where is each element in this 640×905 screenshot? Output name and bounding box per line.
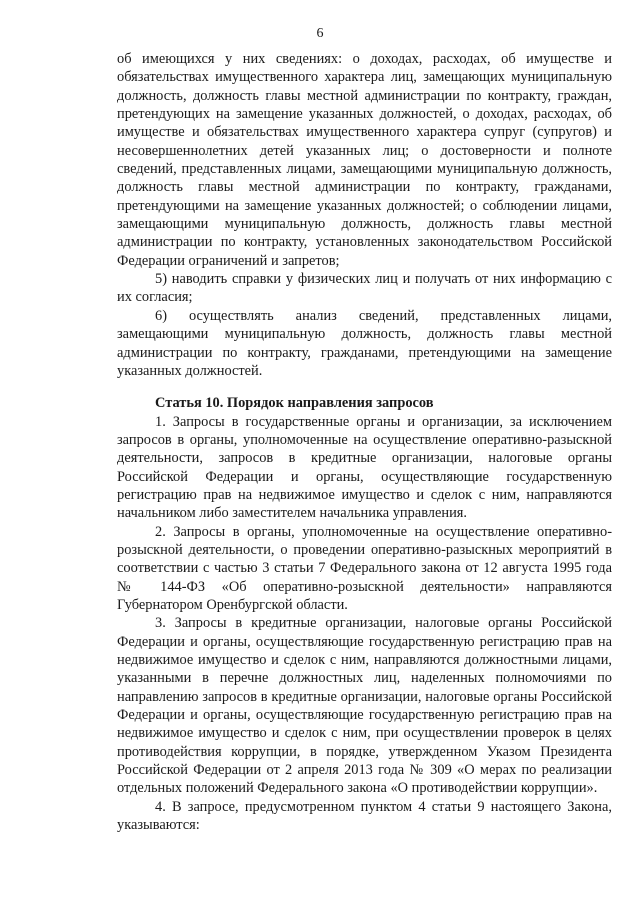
article-paragraph-4: 4. В запросе, предусмотренном пунктом 4 статьи 9 настоящего Закона, указываются: (117, 798, 612, 834)
page-number: 6 (316, 26, 324, 41)
list-item-6: 6) осуществлять анализ сведений, представленных лицами, замещающими муниципальную должность, должность главы местной администрации по контракту, гражданами, претендующими на замещение указанных должностей. (117, 307, 612, 379)
list-item-5: 5) наводить справки у физических лиц и получать от них информацию с их согласия; (117, 271, 612, 306)
article-paragraph-3: 3. Запросы в кредитные организации, налоговые органы Российской Федерации и органы, осуществляющие государственную регистрацию прав на недвижимое имущество и сделок с ним, направляются должностными лицами, указанными в перечне должностных лиц, наделенных полномочиями по направлению запросов в кредитные организации, налоговые органы Российской Федерации и органы, осуществляющие государственную регистрацию прав на недвижимое имущество и сделок с ним, при осуществлении проверок в целях противодействия коррупции, в порядке, утвержденном Указом Президента Российской Федерации от 2 апреля 2013 года № 309 «О мерах по реализации отдельных положений Федерального закона «О противодействии коррупции». (117, 615, 612, 797)
article-heading: Статья 10. Порядок направления запросов (155, 395, 434, 412)
continuation-paragraph: об имеющихся у них сведениях: о доходах, расходах, об имуществе и обязательствах имущественного характера лиц, замещающих муниципальную должность, должность главы местной администрации по контракту, граждан, претендующих на замещение указанных должностей, о доходах, расходах, об имуществе и обязательствах имущественного характера супруг (супругов) и несовершеннолетних детей указанных лиц; о достоверности и полноте сведений, представленных лицами, замещающими муниципальную должность, должность главы местной администрации по контракту, гражданами, претендующими на замещение указанных должностей; о соблюдении лицами, замещающими муниципальную должность, должность главы местной администрации по контракту, установленных законодательством Российской Федерации ограничений и запретов; (117, 51, 612, 269)
document-body (117, 50, 612, 834)
article-paragraph-1: 1. Запросы в государственные органы и организации, за исключением запросов в органы, уполномоченные на осуществление оперативно-разыскной деятельности, запросов в кредитные организации, налоговые органы Российской Федерации и органы, осуществляющие государственную регистрацию прав на недвижимое имущество и сделок с ним, направляются начальником либо заместителем начальника управления. (117, 413, 612, 522)
article-paragraph-2: 2. Запросы в органы, уполномоченные на осуществление оперативно-розыскной деятельности, о проведении оперативно-разыскных мероприятий в соответствии с частью 3 статьи 7 Федерального закона от 12 августа 1995 года № 144-ФЗ «Об оперативно-розыскной деятельности» направляются Губернатором Оренбургской области. (117, 523, 612, 613)
